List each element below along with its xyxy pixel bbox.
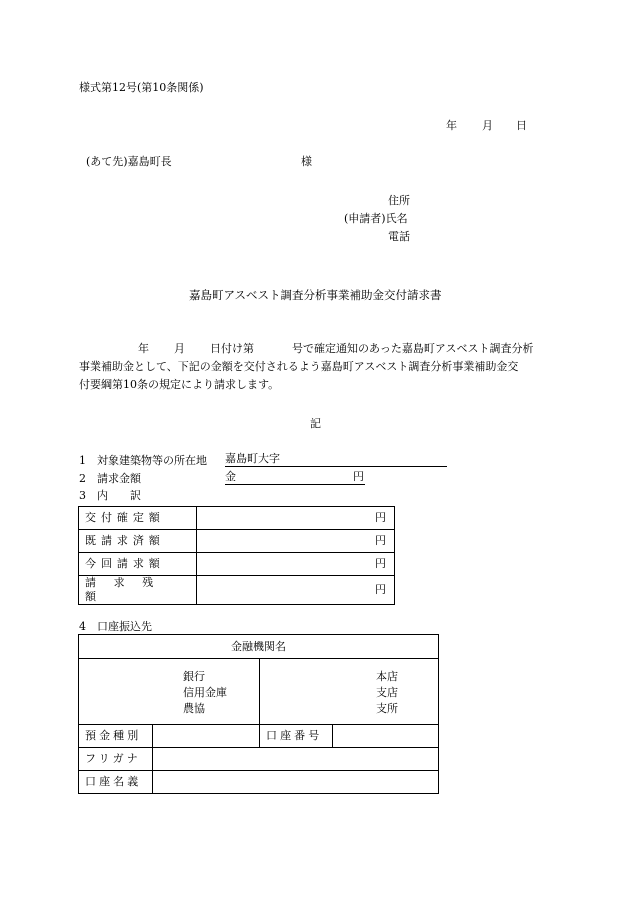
- account-number-value[interactable]: [333, 725, 439, 748]
- applicant-name-label: (申請者)氏名: [344, 212, 408, 225]
- breakdown-yen: 円: [197, 530, 395, 553]
- breakdown-table: [78, 506, 395, 605]
- breakdown-label: 交付確定額: [79, 507, 197, 530]
- account-name-label: 口座名義: [79, 771, 153, 794]
- item3-label: 3 内 訳: [79, 489, 141, 502]
- breakdown-row: [79, 576, 395, 605]
- item2-yen: 円: [353, 470, 364, 483]
- ki-heading: 記: [310, 417, 321, 430]
- addressee-honorific: 様: [301, 155, 312, 168]
- breakdown-yen: 円: [197, 507, 395, 530]
- item1-value: 嘉島町大字: [225, 452, 280, 465]
- breakdown-row: [79, 530, 395, 553]
- body-line1-rest: 号で確定通知のあった嘉島町アスベスト調査分析: [292, 342, 534, 355]
- body-month: 月: [174, 342, 185, 355]
- deposit-row: [79, 725, 439, 748]
- date-month: 月: [482, 119, 493, 132]
- institution-cell: [79, 659, 260, 725]
- applicant-address-label: 住所: [388, 194, 410, 207]
- item2-label: 2 請求金額: [79, 472, 141, 485]
- deposit-type-label: 預金種別: [79, 725, 153, 748]
- breakdown-label: 今回請求額: [79, 553, 197, 576]
- breakdown-row: [79, 507, 395, 530]
- account-name-value[interactable]: [153, 771, 439, 794]
- document-title: 嘉島町アスベスト調査分析事業補助金交付請求書: [189, 288, 442, 302]
- institution-type-nokyo: 農協: [183, 702, 205, 715]
- furigana-value[interactable]: [153, 748, 439, 771]
- addressee: (あて先)嘉島町長: [86, 155, 172, 168]
- body-line-3: 付要綱第10条の規定により請求します。: [79, 378, 280, 391]
- institution-type-bank: 銀行: [183, 670, 205, 683]
- breakdown-label: 請求残額: [79, 576, 197, 605]
- applicant-phone-label: 電話: [388, 230, 410, 243]
- branch-cell: [260, 659, 439, 725]
- branch-type-main: 本店: [376, 670, 398, 683]
- item2-kin: 金: [225, 470, 236, 483]
- institution-types: [183, 669, 227, 717]
- breakdown-yen: 円: [197, 553, 395, 576]
- bank-header-row: [79, 635, 439, 659]
- breakdown-yen: 円: [197, 576, 395, 605]
- branch-type-office: 支所: [376, 702, 398, 715]
- furigana-label: フリガナ: [79, 748, 153, 771]
- body-line-2: 事業補助金として、下記の金額を交付されるよう嘉島町アスベスト調査分析事業補助金交: [79, 360, 519, 373]
- body-day-dated: 日付け第: [210, 342, 254, 355]
- item1-value-line: [225, 452, 447, 467]
- body-year: 年: [138, 342, 149, 355]
- bank-header: 金融機関名: [79, 635, 439, 659]
- date-day: 日: [516, 119, 527, 132]
- account-name-row: [79, 771, 439, 794]
- bank-table: [78, 634, 439, 794]
- form-number: 様式第12号(第10条関係): [79, 81, 204, 94]
- breakdown-label: 既請求済額: [79, 530, 197, 553]
- bank-name-row: [79, 659, 439, 725]
- item4-label: 4 口座振込先: [79, 620, 152, 633]
- institution-type-shinkin: 信用金庫: [183, 686, 227, 699]
- deposit-type-value[interactable]: [153, 725, 260, 748]
- branch-types: [376, 669, 398, 717]
- breakdown-row: [79, 553, 395, 576]
- item1-label: 1 対象建築物等の所在地: [79, 454, 207, 467]
- date-year: 年: [446, 119, 457, 132]
- item2-amount-line: [225, 470, 365, 485]
- account-number-label: 口座番号: [260, 725, 333, 748]
- branch-type-branch: 支店: [376, 686, 398, 699]
- furigana-row: [79, 748, 439, 771]
